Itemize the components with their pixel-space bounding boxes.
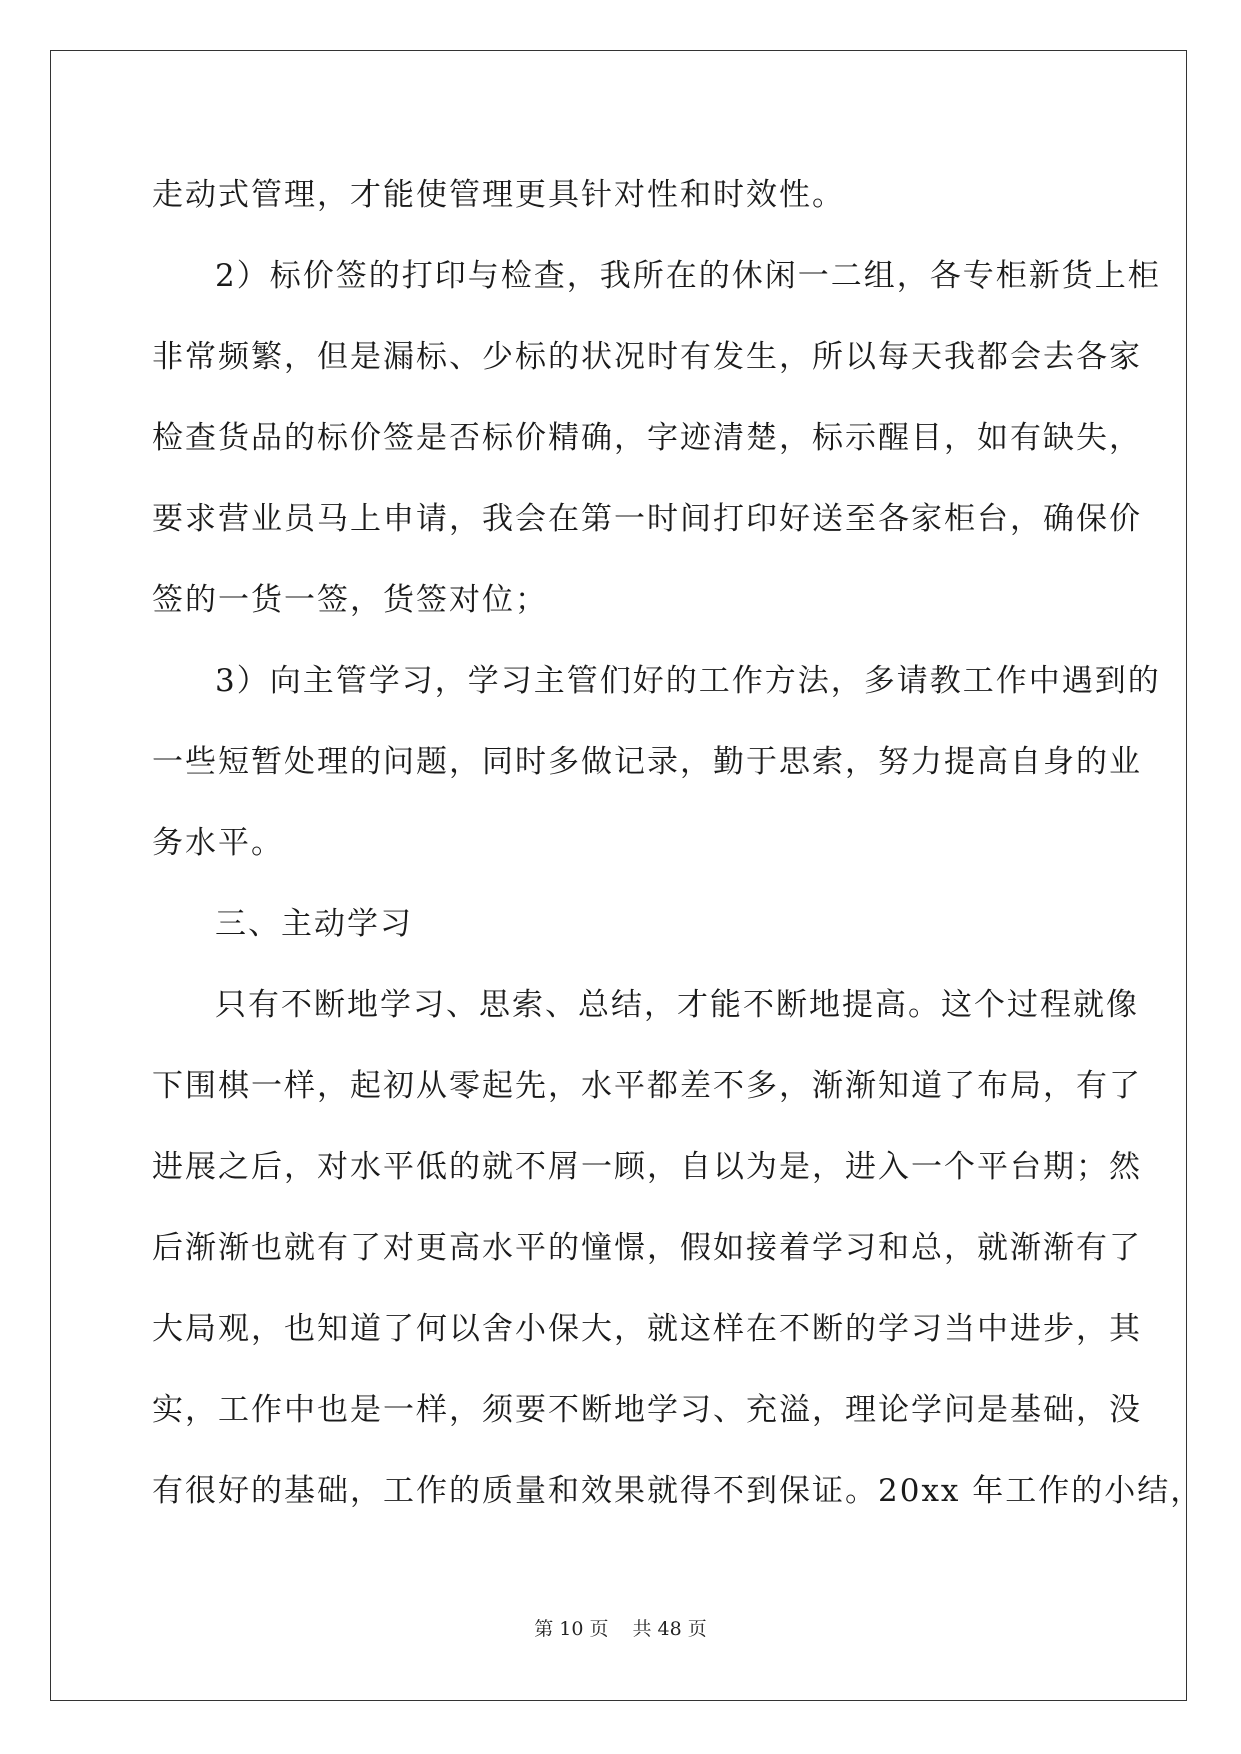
text-line: 只有不断地学习、思索、总结，才能不断地提高。这个过程就像 (215, 987, 1139, 1023)
text-line: 进展之后，对水平低的就不屑一顾，自以为是，进入一个平台期；然 (152, 1149, 1142, 1185)
page-footer (0, 1614, 1241, 1641)
text-line: 非常频繁，但是漏标、少标的状况时有发生，所以每天我都会去各家 (152, 339, 1142, 375)
text-line: 大局观，也知道了何以舍小保大，就这样在不断的学习当中进步，其 (152, 1311, 1142, 1347)
page-number: 第 10 页 (534, 1618, 609, 1640)
text-line: 走动式管理，才能使管理更具针对性和时效性。 (152, 177, 845, 213)
document-body (152, 155, 1204, 1532)
section-heading: 三、主动学习 (215, 906, 413, 942)
text-line: 下围棋一样，起初从零起先，水平都差不多，渐渐知道了布局，有了 (152, 1068, 1142, 1104)
text-line: 检查货品的标价签是否标价精确，字迹清楚，标示醒目，如有缺失， (152, 420, 1142, 456)
text-line: 签的一货一签，货签对位； (152, 582, 548, 618)
text-line: 有很好的基础，工作的质量和效果就得不到保证。20xx 年工作的小结， (152, 1473, 1204, 1509)
text-line: 要求营业员马上申请，我会在第一时间打印好送至各家柜台，确保价 (152, 501, 1142, 537)
text-line: 2）标价签的打印与检查，我所在的休闲一二组，各专柜新货上柜 (215, 258, 1161, 294)
text-line: 后渐渐也就有了对更高水平的憧憬，假如接着学习和总，就渐渐有了 (152, 1230, 1142, 1266)
text-line: 一些短暂处理的问题，同时多做记录，勤于思索，努力提高自身的业 (152, 744, 1142, 780)
text-line: 3）向主管学习，学习主管们好的工作方法，多请教工作中遇到的 (215, 663, 1161, 699)
page-total: 共 48 页 (632, 1618, 707, 1640)
text-line: 实，工作中也是一样，须要不断地学习、充溢，理论学问是基础，没 (152, 1392, 1142, 1428)
text-line: 务水平。 (152, 825, 284, 861)
